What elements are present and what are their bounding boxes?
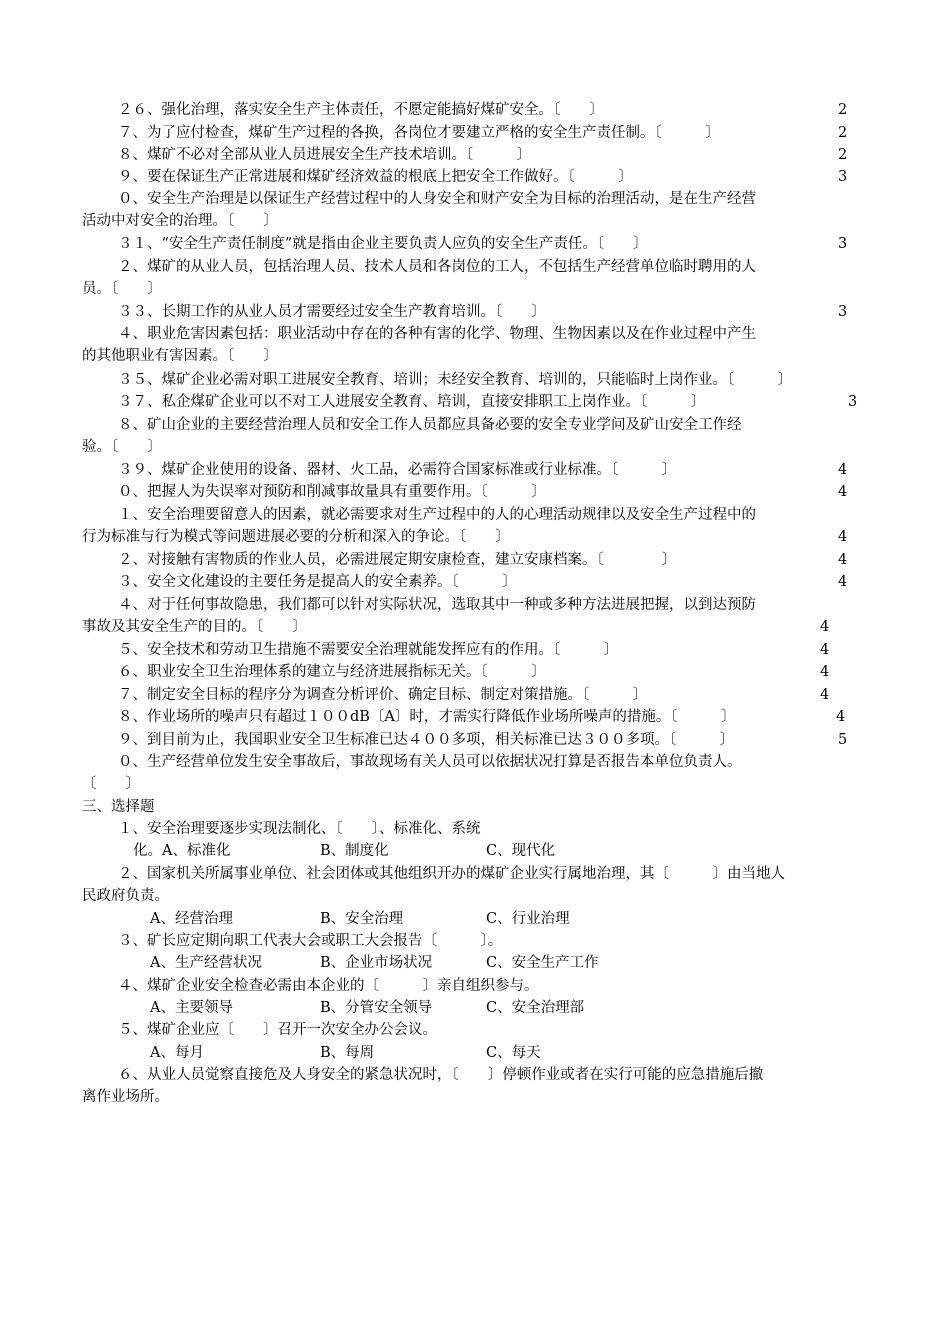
item-number-fragment: 4 — [820, 619, 830, 635]
mc-question — [0, 885, 950, 907]
tf-line — [0, 549, 950, 571]
mc-option-b: B、企业市场状况 — [320, 955, 433, 971]
tf-line — [0, 616, 950, 638]
item-number-fragment: 4 — [838, 484, 848, 500]
mc-option-c: C、安全治理部 — [486, 1000, 585, 1016]
tf-line — [0, 345, 950, 367]
tf-item-text: 员。〔 〕 — [82, 281, 162, 297]
mc-question — [0, 1086, 950, 1108]
tf-item-text: ０、把握人为失误率对预防和削减事故量具有重要作用。〔 〕 — [118, 484, 546, 500]
mc-option-b: B、制度化 — [320, 843, 389, 859]
tf-item-text: ８、矿山企业的主要经营治理人员和安全工作人员都应具备必要的安全专业学问及矿山安全工作经 — [118, 417, 742, 433]
tf-line — [0, 256, 950, 278]
mc-options — [0, 952, 950, 974]
mc-options — [0, 840, 950, 862]
section-title: 三、选择题 — [82, 799, 155, 815]
tf-item-text: 〔 〕 — [82, 776, 140, 792]
tf-line — [0, 773, 950, 795]
mc-question — [0, 930, 950, 952]
tf-line — [0, 729, 950, 751]
mc-question-text: 民政府负责。 — [82, 888, 169, 904]
item-number-fragment: 2 — [838, 102, 848, 118]
mc-option-c: C、行业治理 — [486, 911, 570, 927]
tf-line — [0, 504, 950, 526]
mc-option-a: A、经营治理 — [150, 911, 233, 927]
tf-item-text: ３５、煤矿企业必需对职工进展安全教育、培训；未经安全教育、培训的，只能临时上岗作业。〔 〕 — [118, 372, 793, 388]
mc-options — [0, 997, 950, 1019]
tf-item-text: 活动中对安全的治理。〔 〕 — [82, 213, 278, 229]
tf-item-text: ９、要在保证生产正常进展和煤矿经济效益的根底上把安全工作做好。〔 〕 — [118, 169, 633, 185]
tf-line — [0, 639, 950, 661]
tf-item-text: ２６、强化治理，落实安全生产主体责任，不愿定能搞好煤矿安全。〔 〕 — [118, 102, 604, 118]
mc-question-text: １、安全治理要逐步实现法制化、〔 〕、标准化、系统 — [118, 821, 481, 837]
tf-line — [0, 481, 950, 503]
mc-options — [0, 908, 950, 930]
tf-item-text: ３１、“安全生产责任制度”就是指由企业主要负责人应负的安全生产责任。〔 〕 — [118, 236, 648, 252]
tf-item-text: 行为标准与行为模式等问题进展必要的分析和深入的争论。〔 〕 — [82, 529, 510, 545]
mc-question-text: ６、从业人员觉察直接危及人身安全的紧急状况时，〔 〕停顿作业或者在实行可能的应急措施后撤 — [118, 1067, 764, 1083]
tf-line — [0, 459, 950, 481]
tf-item-text: ３、安全文化建设的主要任务是提高人的安全素养。〔 〕 — [118, 574, 517, 590]
tf-item-text: ９、到目前为止，我国职业安全卫生标准已达４００多项，相关标准已达３００多项。〔 〕 — [118, 732, 735, 748]
mc-question-text: ５、煤矿企业应〔 〕召开一次安全办公会议。 — [118, 1022, 437, 1038]
tf-line — [0, 99, 950, 121]
tf-item-text: ４、职业危害因素包括：职业活动中存在的各种有害的化学、物理、生物因素以及在作业过程中产生 — [118, 326, 756, 342]
tf-item-text: ０、生产经营单位发生安全事故后，事故现场有关人员可以依据状况打算是否报告本单位负责人。 — [118, 754, 742, 770]
tf-line — [0, 278, 950, 300]
tf-line — [0, 188, 950, 210]
tf-line — [0, 526, 950, 548]
tf-line — [0, 751, 950, 773]
tf-item-text: ２、煤矿的从业人员，包括治理人员、技术人员和各岗位的工人，不包括生产经营单位临时聘用的人 — [118, 259, 756, 275]
tf-item-text: 事故及其安全生产的目的。〔 〕 — [82, 619, 307, 635]
mc-question-text: ３、矿长应定期向职工代表大会或职工大会报告〔 〕。 — [118, 933, 503, 949]
tf-item-text: ７、制定安全目标的程序分为调查分析评价、确定目标、制定对策措施。〔 〕 — [118, 687, 648, 703]
tf-item-text: 的其他职业有害因素。〔 〕 — [82, 348, 278, 364]
item-number-fragment: 5 — [838, 732, 848, 748]
tf-line — [0, 391, 950, 413]
tf-line — [0, 706, 950, 728]
item-number-fragment: 2 — [838, 125, 848, 141]
item-number-fragment: 3 — [838, 236, 848, 252]
mc-option-b: B、安全治理 — [320, 911, 404, 927]
item-number-fragment: 4 — [836, 709, 846, 725]
mc-question-text: 离作业场所。 — [82, 1089, 169, 1105]
tf-line — [0, 233, 950, 255]
tf-item-text: ８、煤矿不必对全部从业人员进展安全生产技术培训。〔 〕 — [118, 147, 532, 163]
tf-item-text: ８、作业场所的噪声只有超过１００dB〔A〕时，才需实行降低作业场所噪声的措施。〔 〕 — [118, 709, 736, 725]
mc-question — [0, 1019, 950, 1041]
tf-item-text: ３７、私企煤矿企业可以不对工人进展安全教育、培训，直接安排职工上岗作业。〔 〕 — [118, 394, 706, 410]
item-number-fragment: 3 — [838, 304, 848, 320]
item-number-fragment: 4 — [820, 687, 830, 703]
tf-line — [0, 122, 950, 144]
tf-line — [0, 414, 950, 436]
mc-option-b: B、每周 — [320, 1045, 375, 1061]
tf-item-text: ７、为了应付检查，煤矿生产过程的各换，各岗位才要建立严格的安全生产责任制。〔 〕 — [118, 125, 720, 141]
mc-question — [0, 818, 950, 840]
tf-line — [0, 436, 950, 458]
mc-question-text: ２、国家机关所属事业单位、社会团体或其他组织开办的煤矿企业实行属地治理，其〔 〕由当地人 — [118, 866, 785, 882]
tf-line — [0, 661, 950, 683]
item-number-fragment: 3 — [848, 394, 858, 410]
tf-item-text: ５、安全技术和劳动卫生措施不需要安全治理就能发挥应有的作用。〔 〕 — [118, 642, 619, 658]
tf-line — [0, 594, 950, 616]
tf-line — [0, 166, 950, 188]
tf-item-text: 验。〔 〕 — [82, 439, 162, 455]
mc-option-c: C、现代化 — [486, 843, 556, 859]
mc-question-text: ４、煤矿企业安全检查必需由本企业的〔 〕亲自组织参与。 — [118, 978, 539, 994]
item-number-fragment: 3 — [838, 169, 848, 185]
tf-line — [0, 323, 950, 345]
item-number-fragment: 4 — [838, 529, 848, 545]
tf-item-text: ４、对于任何事故隐患，我们都可以针对实际状况，选取其中一种或多种方法进展把握，以到达预防 — [118, 597, 756, 613]
mc-option-a: A、主要领导 — [150, 1000, 233, 1016]
mc-question — [0, 1064, 950, 1086]
mc-option-a: 化。A、标准化 — [133, 843, 231, 859]
mc-question — [0, 863, 950, 885]
tf-line — [0, 571, 950, 593]
mc-question — [0, 975, 950, 997]
tf-line — [0, 144, 950, 166]
mc-option-b: B、分管安全领导 — [320, 1000, 433, 1016]
item-number-fragment: 4 — [838, 574, 848, 590]
mc-option-c: C、每天 — [486, 1045, 541, 1061]
tf-item-text: ６、职业安全卫生治理体系的建立与经济进展指标无关。〔 〕 — [118, 664, 546, 680]
tf-line — [0, 684, 950, 706]
mc-option-a: A、生产经营状况 — [150, 955, 262, 971]
tf-item-text: １、安全治理要留意人的因素，就必需要求对生产过程中的人的心理活动规律以及安全生产过程中的 — [118, 507, 756, 523]
tf-line — [0, 301, 950, 323]
mc-option-c: C、安全生产工作 — [486, 955, 599, 971]
section-heading — [0, 796, 950, 818]
item-number-fragment: 2 — [838, 147, 848, 163]
tf-item-text: ３３、长期工作的从业人员才需要经过安全生产教育培训。〔 〕 — [118, 304, 546, 320]
item-number-fragment: 4 — [820, 642, 830, 658]
item-number-fragment: 4 — [838, 552, 848, 568]
tf-line — [0, 210, 950, 232]
item-number-fragment: 4 — [838, 462, 848, 478]
tf-line — [0, 369, 950, 391]
mc-options — [0, 1042, 950, 1064]
item-number-fragment: 4 — [820, 664, 830, 680]
mc-option-a: A、每月 — [150, 1045, 204, 1061]
tf-item-text: ２、对接触有害物质的作业人员，必需进展定期安康检查，建立安康档案。〔 〕 — [118, 552, 677, 568]
tf-item-text: ３９、煤矿企业使用的设备、器材、火工品，必需符合国家标准或行业标准。〔 〕 — [118, 462, 677, 478]
tf-item-text: ０、安全生产治理是以保证生产经营过程中的人身安全和财产安全为目标的治理活动，是在生产经营 — [118, 191, 756, 207]
